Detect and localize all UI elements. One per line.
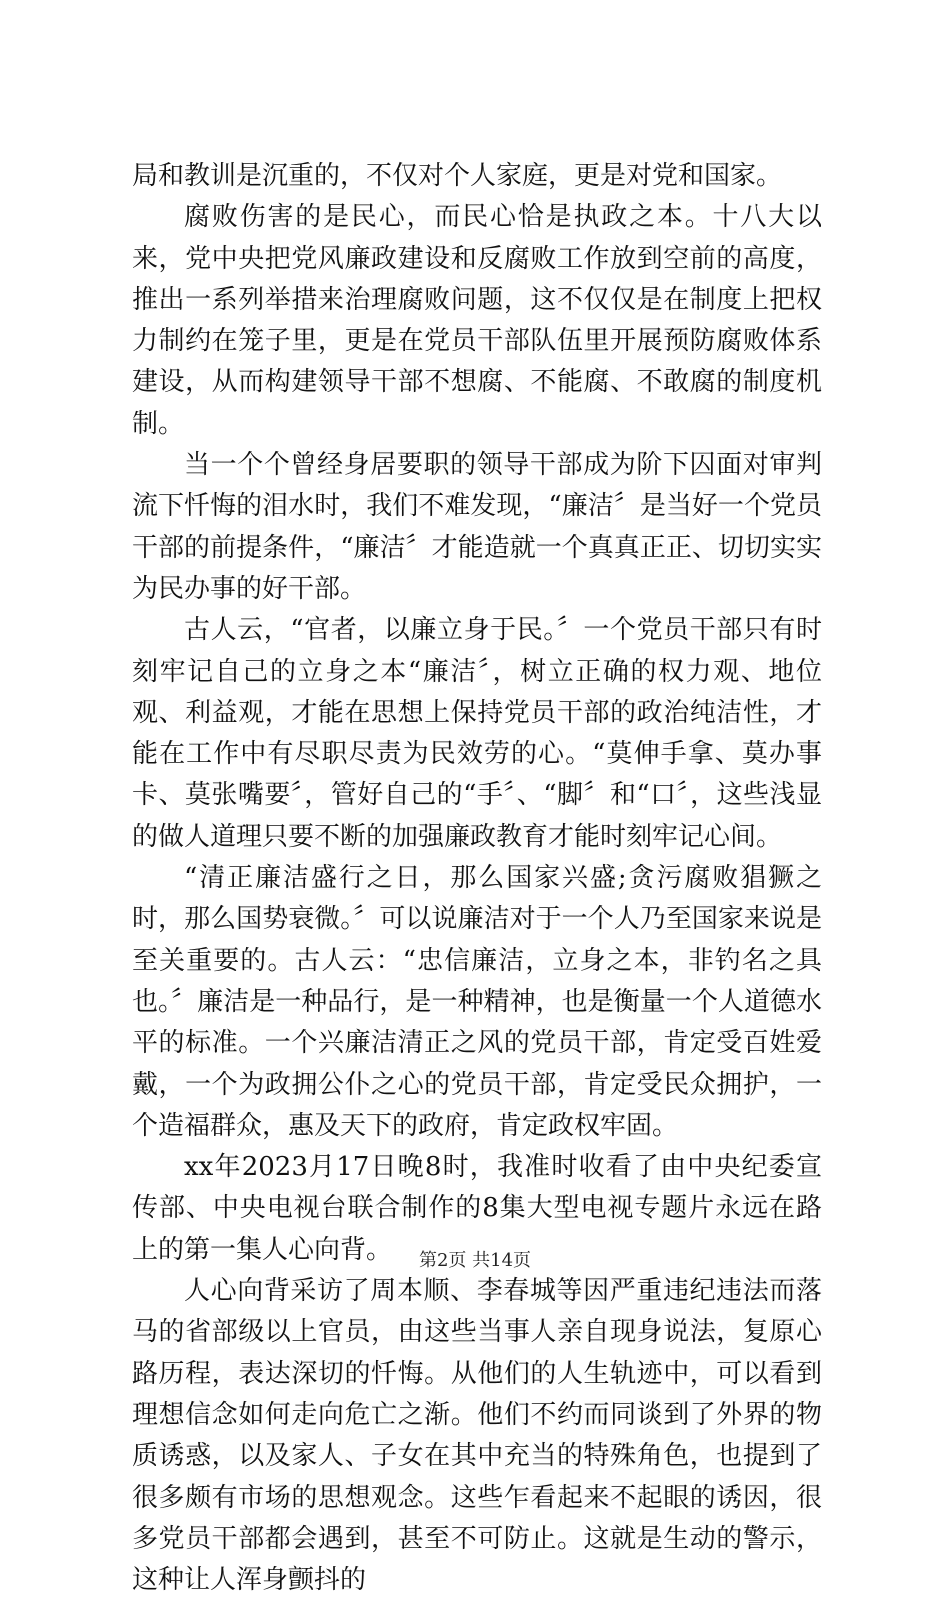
paragraph: “清正廉洁盛行之日，那么国家兴盛;贪污腐败猖獗之时，那么国势衰微。〞可以说廉洁对于一个人乃至国家来说是至关重要的。古人云：“忠信廉洁，立身之本，非钓名之具也。〞廉洁是一种品行，是一种精神，也是衡量一个人道德水平的标准。一个兴廉洁清正之风的党员干部，肯定受百姓爱戴，一个为政拥公仆之心的党员干部，肯定受民众拥护，一个造福群众，惠及天下的政府，肯定政权牢固。 — [132, 863, 822, 1141]
page-number-footer: 第2页 共14页 — [418, 1250, 532, 1271]
paragraph: 腐败伤害的是民心，而民心恰是执政之本。十八大以来，党中央把党风廉政建设和反腐败工作放到空前的高度，推出一系列举措来治理腐败问题，这不仅仅是在制度上把权力制约在笼子里，更是在党员干部队伍里开展预防腐败体系建设，从而构建领导干部不想腐、不能腐、不敢腐的制度机制。 — [132, 202, 822, 439]
paragraph: 古人云，“官者，以廉立身于民。〞一个党员干部只有时刻牢记自己的立身之本“廉洁〞，树立正确的权力观、地位观、利益观，才能在思想上保持党员干部的政治纯洁性，才能在工作中有尽职尽责为民效劳的心。“莫伸手拿、莫办事卡、莫张嘴要〞，管好自己的“手〞、“脚〞和“口〞，这些浅显的做人道理只要不断的加强廉政教育才能时刻牢记心间。 — [132, 615, 822, 852]
paragraph: 人心向背采访了周本顺、李春城等因严重违纪违法而落马的省部级以上官员，由这些当事人亲自现身说法，复原心路历程，表达深切的忏悔。从他们的人生轨迹中，可以看到理想信念如何走向危亡之渐。他们不约而同谈到了外界的物质诱惑，以及家人、子女在其中充当的特殊角色，也提到了很多颇有市场的思想观念。这些乍看起来不起眼的诱因，很多党员干部都会遇到，甚至不可防止。这就是生动的警示，这种让人浑身颤抖的 — [132, 1276, 822, 1596]
document-body — [132, 156, 822, 1601]
paragraph-continuation: 局和教训是沉重的，不仅对个人家庭，更是对党和国家。 — [132, 161, 783, 191]
paragraph: 当一个个曾经身居要职的领导干部成为阶下囚面对审判流下忏悔的泪水时，我们不难发现，“廉洁〞是当好一个党员干部的前提条件，“廉洁〞才能造就一个真真正正、切切实实为民办事的好干部。 — [132, 450, 822, 604]
paragraph: xx年2023月17日晚8时，我准时收看了由中央纪委宣传部、中央电视台联合制作的8集大型电视专题片永远在路上的第一集人心向背。 — [132, 1152, 822, 1265]
